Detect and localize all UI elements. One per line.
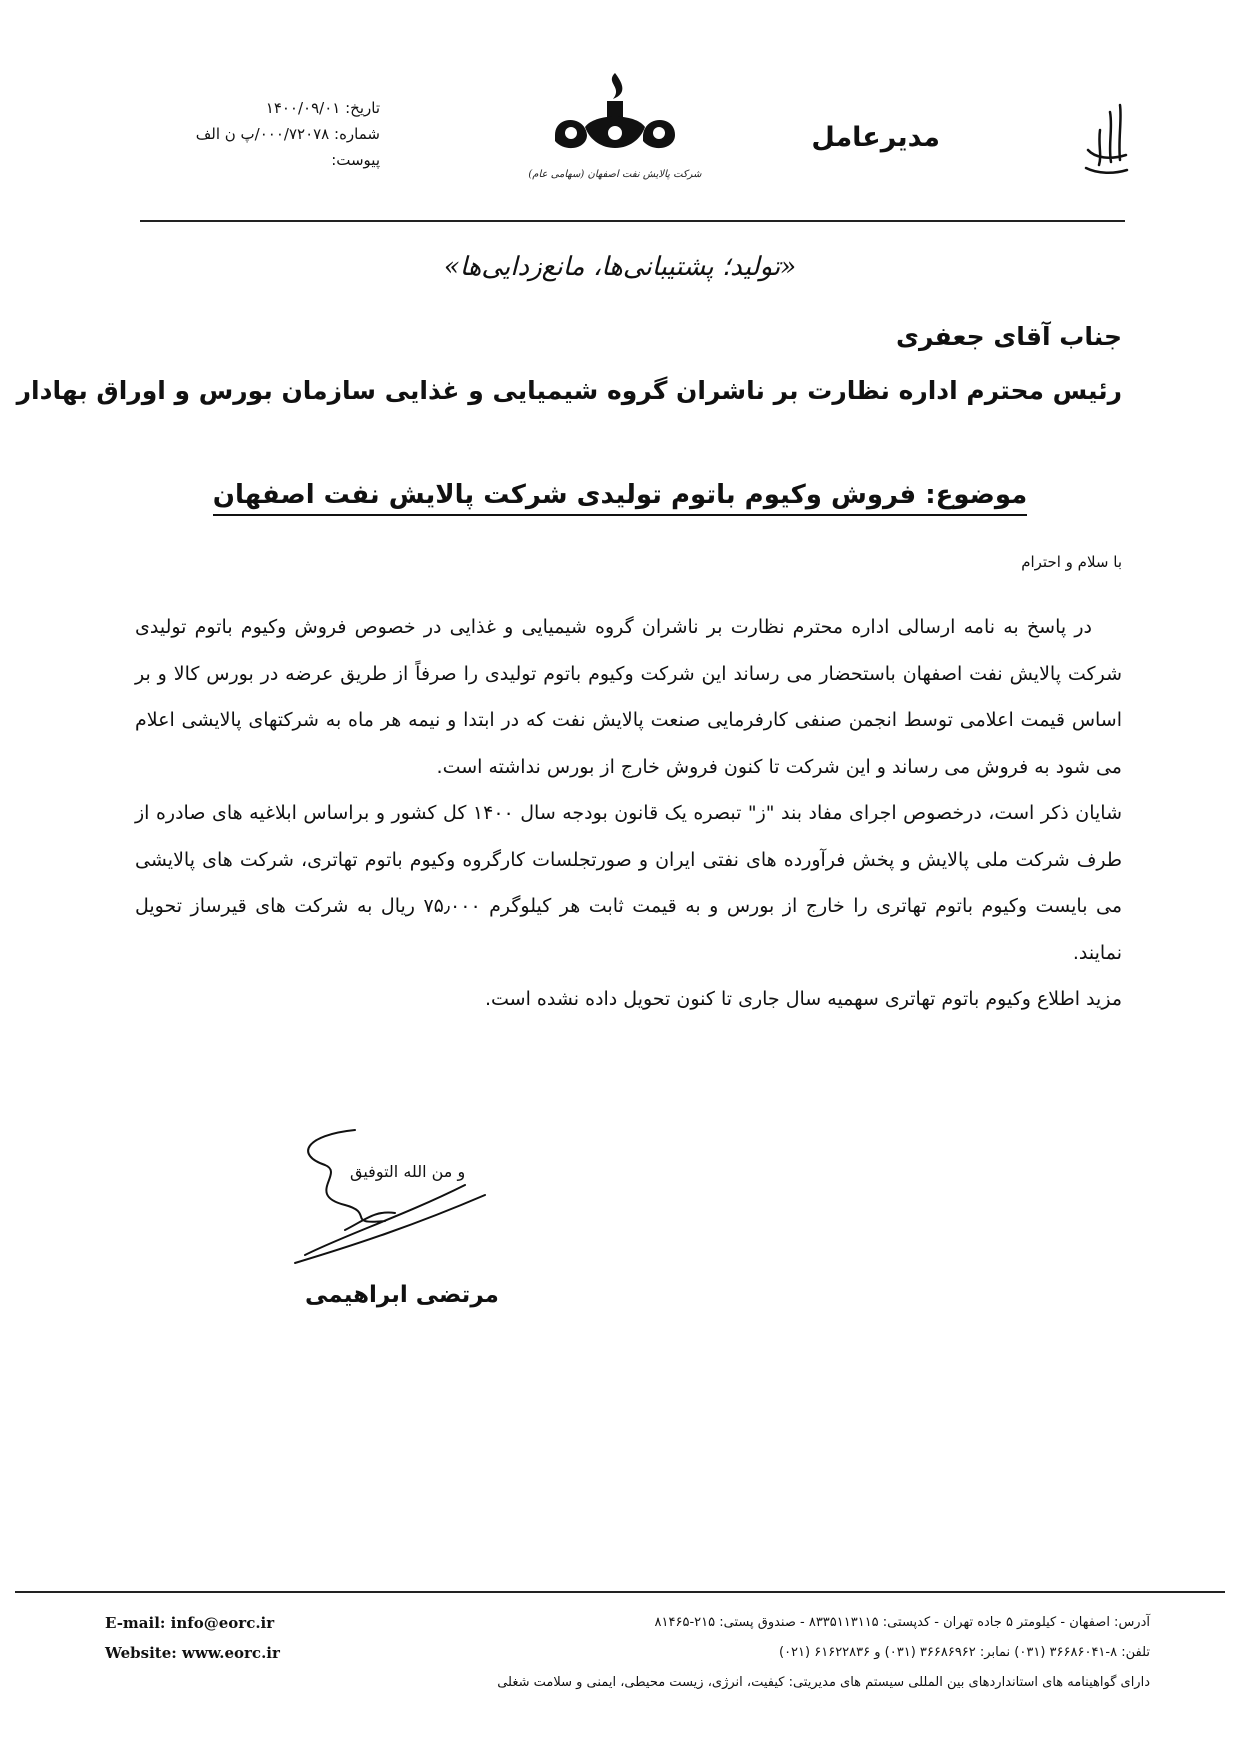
subject-text: موضوع: فروش وکیوم باتوم تولیدی شرکت پالایش نفت اصفهان [213, 480, 1027, 516]
footer-address: آدرس: اصفهان - کیلومتر ۵ جاده تهران - کدپستی: ۸۳۳۵۱۱۳۱۱۵ - صندوق پستی: ۲۱۵-۸۱۴۶۵ [654, 1615, 1150, 1630]
signer-name: مرتضی ابراهیمی [305, 1282, 499, 1308]
logo-caption: شرکت پالایش نفت اصفهان (سهامی عام) [528, 169, 702, 180]
year-slogan: «تولید؛ پشتیبانی‌ها، مانع‌زدایی‌ها» [443, 252, 797, 282]
handwritten-signature [285, 1125, 505, 1275]
greeting: با سلام و احترام [1021, 553, 1122, 571]
letter-meta [180, 95, 380, 173]
letter-attachment: پیوست: [331, 151, 380, 169]
footer-contact [105, 1608, 280, 1668]
letter-body [135, 604, 1122, 1023]
letter-date: تاریخ: ۱۴۰۰/۰۹/۰۱ [265, 99, 380, 117]
body-paragraph: در پاسخ به نامه ارسالی اداره محترم نظارت بر ناشران گروه شیمیایی و غذایی در خصوص فروش وکیوم باتوم تولیدی شرکت پالایش نفت اصفهان باستحضار می رساند این شرکت وکیوم باتوم تولیدی را صرفاً از طریق عرضه در بورس کالا و بر اساس قیمت اعلامی توسط انجمن صنفی کارفرمایی صنعت پالایش نفت که در ابتدا و نیمه هر ماه به شرکتهای پالایشی اعلام می شود به فروش می رساند و این شرکت تا کنون فروش خارج از بورس نداشته است. [135, 616, 1122, 778]
body-paragraph: شایان ذکر است، درخصوص اجرای مفاد بند "ز" تبصره یک قانون بودجه سال ۱۴۰۰ کل کشور و براساس ابلاغیه های صادره از طرف شرکت ملی پالایش و پخش فرآورده های نفتی ایران و صورتجلسات کارگروه وکیوم باتوم تهاتری، شرکت های پالایشی می بایست وکیوم باتوم تهاتری را خارج از بورس و به قیمت ثابت هر کیلوگرم ۷۵٫۰۰۰ ریال به شرکت های قیرساز تحویل نمایند. [135, 802, 1123, 964]
ceo-title: مدیرعامل [811, 122, 940, 153]
body-paragraph: مزید اطلاع وکیوم باتوم تهاتری سهمیه سال جاری تا کنون تحویل داده نشده است. [484, 988, 1122, 1010]
footer-divider [15, 1591, 1225, 1593]
addressee-title: رئیس محترم اداره نظارت بر ناشران گروه شیمیایی و غذایی سازمان بورس و اوراق بهادار [16, 376, 1122, 405]
footer-website[interactable]: Website: www.eorc.ir [105, 1644, 280, 1662]
letter-number: شماره: ۰۰۰/۷۲۰۷۸/پ ن الف [195, 125, 380, 143]
footer-certifications: دارای گواهینامه های استانداردهای بین المللی سیستم های مدیریتی: کیفیت، انرژی، زیست محیطی، ایمنی و سلامت شغلی [497, 1675, 1150, 1690]
addressee-name: جناب آقای جعفری [896, 322, 1122, 351]
footer-phones: تلفن: ۸-۳۶۶۸۶۰۴۱ (۰۳۱) نمابر: ۳۶۶۸۶۹۶۲ (۰۳۱) و ۶۱۶۲۲۸۳۶ (۰۲۱) [779, 1645, 1150, 1660]
letter-subject [0, 480, 1240, 510]
header-divider [140, 220, 1125, 222]
footer-address-block [497, 1608, 1150, 1698]
closing-phrase: و من الله التوفیق [350, 1162, 466, 1181]
footer-email[interactable]: E-mail: info@eorc.ir [105, 1614, 275, 1632]
company-logo-icon [525, 65, 705, 195]
bismillah-calligraphy-icon [1080, 100, 1130, 180]
